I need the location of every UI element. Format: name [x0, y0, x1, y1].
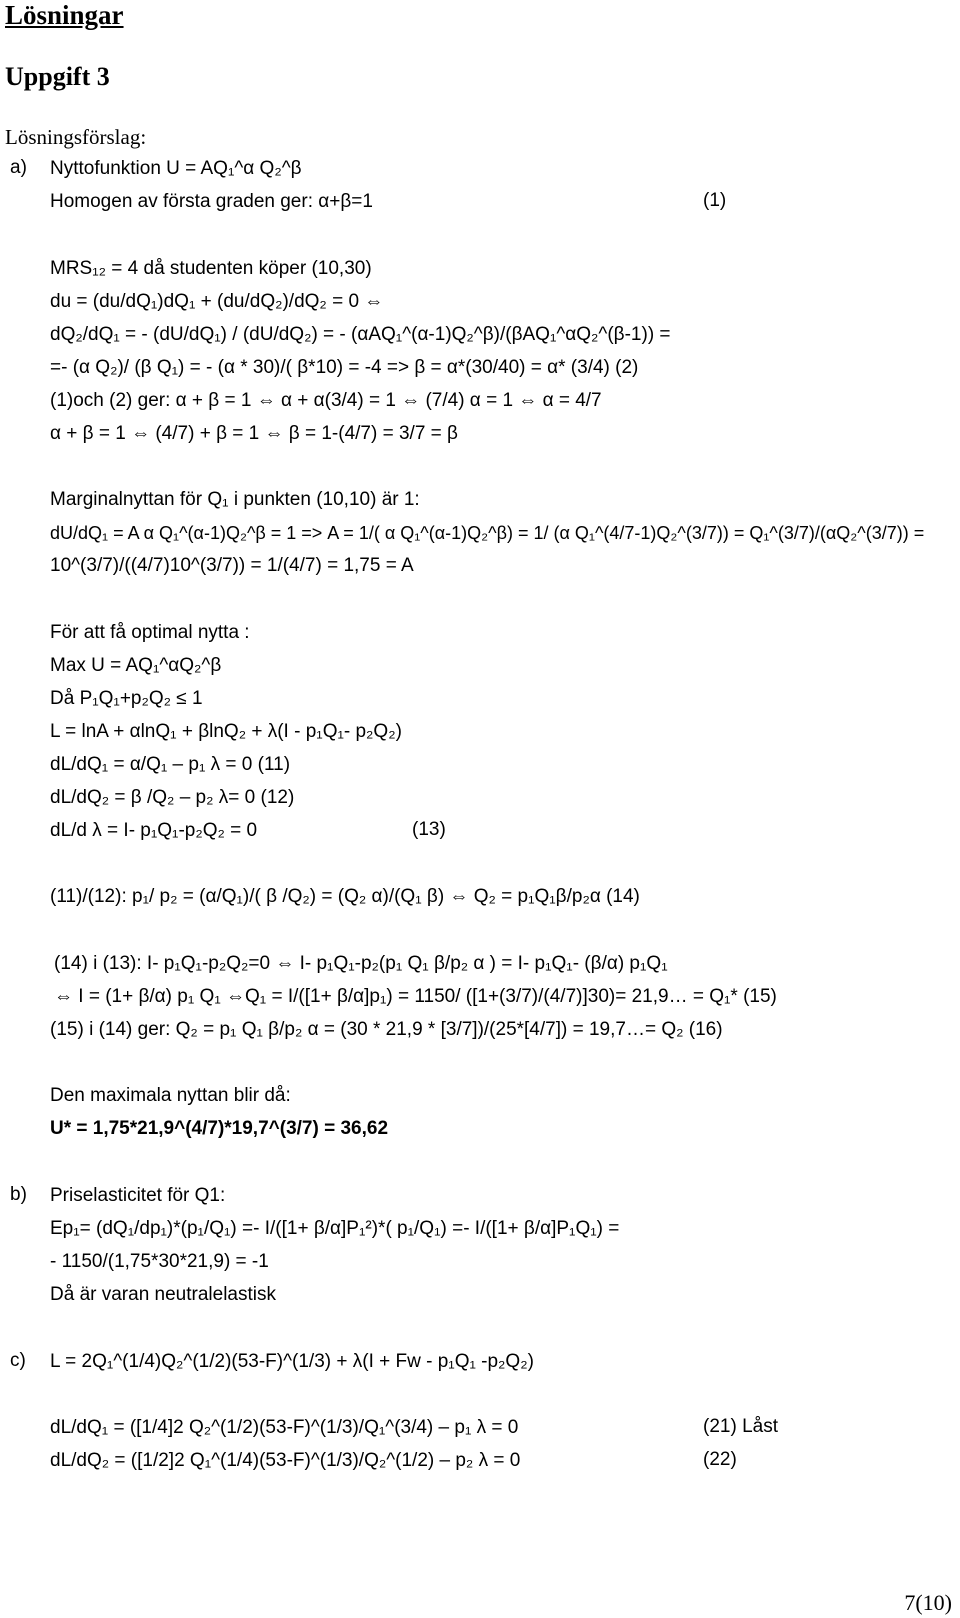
page-title: Lösningar [5, 0, 124, 30]
line-foc-21: dL/dQ₁ = ([1/4]2 Q₂^(1/2)(53-F)^(1/3)/Q₁^(3/4) – p₁ λ = 0 [50, 1417, 519, 1438]
line-homogeneity: Homogen av första graden ger: α+β=1 [50, 191, 373, 212]
line-substitution: (14) i (13): I- p₁Q₁-p₂Q₂=0 ⇔ I- p₁Q₁-p₂(p₁ Q₁ β/p₂ α ) = I- p₁Q₁- (β/α) p₁Q₁ [54, 953, 668, 974]
line-optimal-intro: För att få optimal nytta : [50, 622, 250, 643]
line-q1-solution: ⇔ I = (1+ β/α) p₁ Q₁ ⇔Q₁ = I/([1+ β/α]p₁) = 1150/ ([1+(3/7)/(4/7)]30)= 21,9… = Q₁* (15) [54, 986, 777, 1007]
task-heading: Uppgift 3 [5, 62, 110, 91]
part-a-label: a) [10, 157, 27, 178]
line-utility-function: Nyttofunktion U = AQ₁^α Q₂^β [50, 158, 302, 179]
line-price-elasticity-intro: Priselasticitet för Q1: [50, 1185, 226, 1206]
line-price-elasticity-value: - 1150/(1,75*30*21,9) = -1 [50, 1251, 269, 1272]
line-q2-solution: (15) i (14) ger: Q₂ = p₁ Q₁ β/p₂ α = (30 * 21,9 * [3/7])/(25*[4/7]) = 19,7…= Q₂ (16) [50, 1019, 723, 1040]
line-budget-constraint: Då P₁Q₁+p₂Q₂ ≤ 1 [50, 688, 203, 709]
line-lagrangian: L = lnA + αlnQ₁ + βlnQ₂ + λ(I - p₁Q₁- p₂Q₂) [50, 721, 402, 742]
line-a-result: 10^(3/7)/((4/7)10^(3/7)) = 1/(4/7) = 1,75 = A [50, 555, 414, 576]
line-foc-12: dL/dQ₂ = β /Q₂ – p₂ λ= 0 (12) [50, 787, 295, 808]
eq-tag-21: (21) Låst [703, 1416, 778, 1437]
line-neutral-elastic: Då är varan neutralelastisk [50, 1284, 276, 1305]
part-c-label: c) [10, 1350, 26, 1371]
page-number: 7(10) [904, 1590, 952, 1615]
line-max-u: Max U = AQ₁^αQ₂^β [50, 655, 222, 676]
line-alpha-solution: (1)och (2) ger: α + β = 1 ⇔ α + α(3/4) = 1 ⇔ (7/4) α = 1 ⇔ α = 4/7 [50, 390, 602, 411]
line-price-elasticity-formula: Ep₁= (dQ₁/dp₁)*(p₁/Q₁) =- I/([1+ β/α]P₁²)*( p₁/Q₁) =- I/([1+ β/α]P₁Q₁) = [50, 1218, 620, 1239]
line-foc-13: dL/d λ = I- p₁Q₁-p₂Q₂ = 0 [50, 820, 258, 841]
line-mrs: MRS₁₂ = 4 då studenten köper (10,30) [50, 258, 372, 279]
solution-subtitle: Lösningsförslag: [5, 125, 147, 149]
line-max-utility-intro: Den maximala nyttan blir då: [50, 1085, 291, 1106]
line-total-differential: du = (du/dQ₁)dQ₁ + (du/dQ₂)/dQ₂ = 0 ⇔ [50, 291, 384, 312]
line-beta-solution: α + β = 1 ⇔ (4/7) + β = 1 ⇔ β = 1-(4/7) = 3/7 = β [50, 423, 458, 444]
part-b-label: b) [10, 1184, 27, 1205]
line-ratio-14: (11)/(12): p₁/ p₂ = (α/Q₁)/( β /Q₂) = (Q₂ α)/(Q₁ β) ⇔ Q₂ = p₁Q₁β/p₂α (14) [50, 886, 640, 907]
eq-tag-13: (13) [412, 819, 446, 840]
line-max-utility-value: U* = 1,75*21,9^(4/7)*19,7^(3/7) = 36,62 [50, 1118, 389, 1139]
line-foc-11: dL/dQ₁ = α/Q₁ – p₁ λ = 0 (11) [50, 754, 291, 775]
line-marginal-utility-intro: Marginalnyttan för Q₁ i punkten (10,10) är 1: [50, 489, 420, 510]
line-lagrangian-c: L = 2Q₁^(1/4)Q₂^(1/2)(53-F)^(1/3) + λ(I + Fw - p₁Q₁ -p₂Q₂) [50, 1351, 534, 1372]
line-foc-22: dL/dQ₂ = ([1/2]2 Q₁^(1/4)(53-F)^(1/3)/Q₂^(1/2) – p₂ λ = 0 [50, 1450, 521, 1471]
line-a-derivation: dU/dQ₁ = A α Q₁^(α-1)Q₂^β = 1 => A = 1/( α Q₁^(α-1)Q₂^β) = 1/ (α Q₁^(4/7-1)Q₂^(3/7)) = Q₁^(3/7)/(αQ₂^(3/7)) = [50, 523, 925, 543]
line-beta-alpha-relation: =- (α Q₂)/ (β Q₁) = - (α * 30)/( β*10) = -4 => β = α*(30/40) = α* (3/4) (2) [50, 357, 639, 378]
eq-tag-1: (1) [703, 190, 727, 211]
line-dq-ratio: dQ₂/dQ₁ = - (dU/dQ₁) / (dU/dQ₂) = - (αAQ₁^(α-1)Q₂^β)/(βAQ₁^αQ₂^(β-1)) = [50, 324, 671, 345]
eq-tag-22: (22) [703, 1449, 737, 1470]
